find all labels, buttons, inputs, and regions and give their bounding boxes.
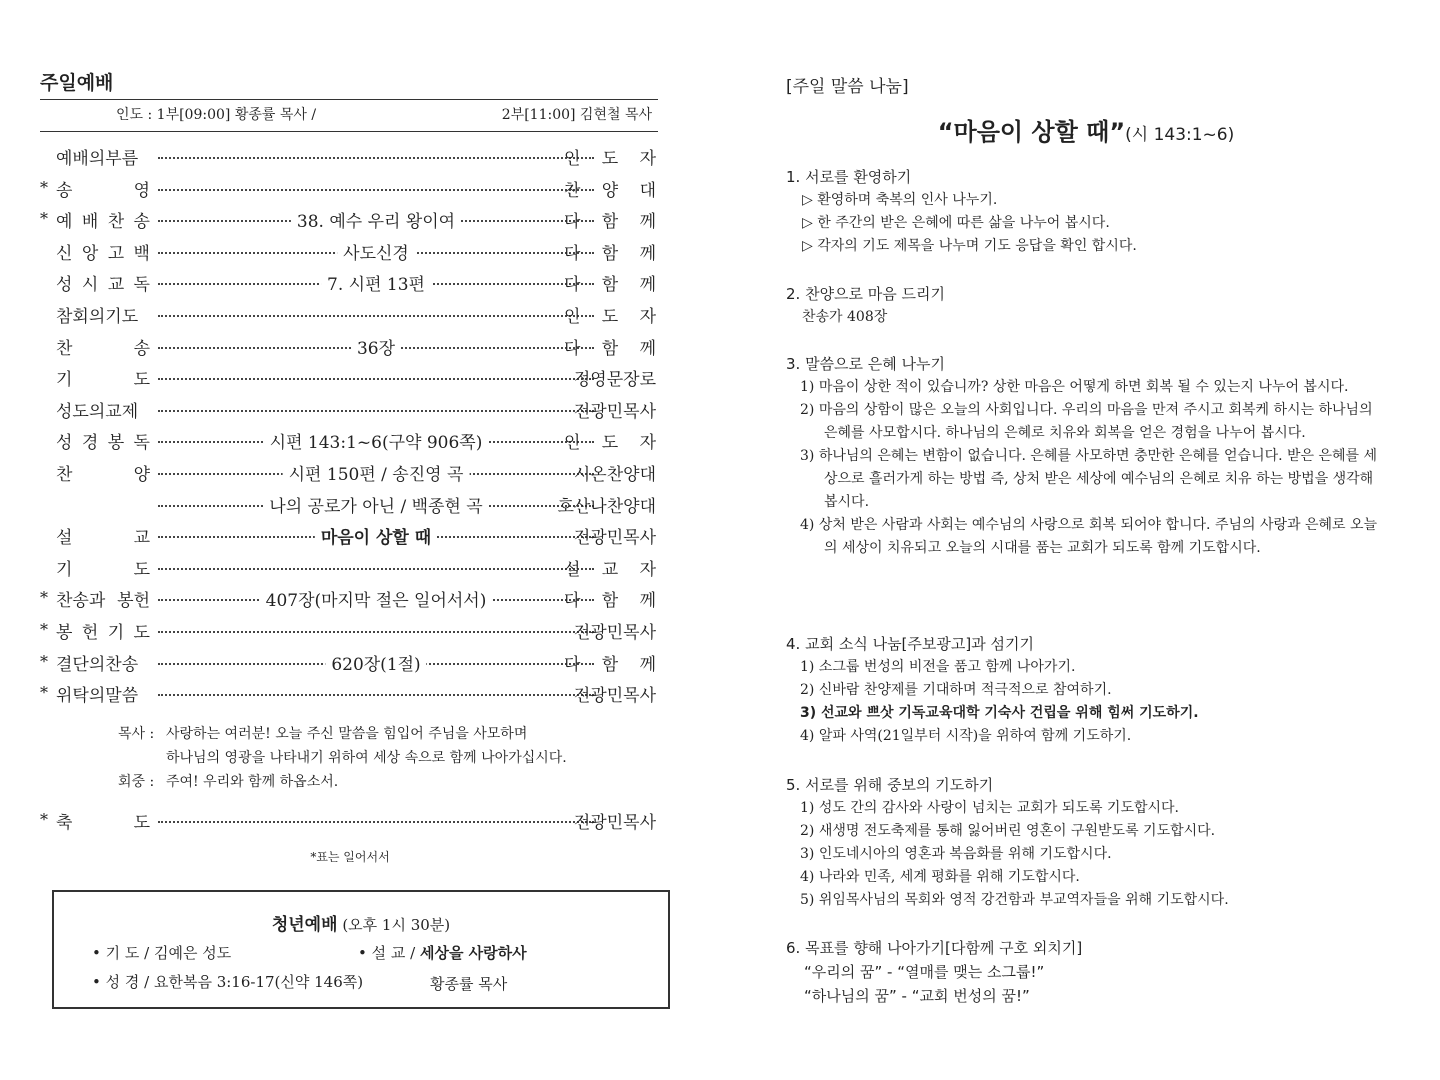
divider: [40, 99, 658, 100]
standing-mark: *: [40, 209, 48, 229]
section-item: 3) 하나님의 은혜는 변함이 없습니다. 은혜를 사모하면 충만한 은혜를 얻습니다. 받은 은혜를 세상으로 흘러가게 하는 방법 즉, 상처 받은 세상에 예수님의 은혜로 치유 하는 방법을 생각해 봅시다.: [800, 448, 1378, 510]
section-item: ▷ 한 주간의 받은 은혜에 따른 삶을 나누어 봅시다.: [802, 215, 1110, 231]
order-label: 신 앙 고 백: [56, 243, 150, 264]
youth-preacher: 황종률 목사: [430, 975, 508, 993]
section-item: 1) 마음이 상한 적이 있습니까? 상한 마음은 어떻게 하면 회복 될 수 있는지 나누어 봅시다.: [800, 379, 1349, 395]
youth-prayer: • 기 도 / 김예은 성도: [92, 944, 232, 962]
benediction-row: [40, 804, 660, 836]
leader-dots: [158, 618, 594, 642]
standing-mark: *: [40, 177, 48, 197]
order-label: 성 경 봉 독: [56, 433, 150, 454]
order-row: [40, 203, 660, 235]
order-row: [40, 172, 660, 204]
order-label: 성 시 교 독: [56, 275, 150, 296]
section-heading: 4. 교회 소식 나눔[주보광고]과 섬기기: [786, 635, 1034, 653]
order-content: 7. 시편 13편: [321, 270, 431, 295]
order-label: 성도의교제: [56, 401, 139, 422]
page-title: 주일예배: [40, 72, 114, 94]
section-item: 3) 선교와 쁘삿 기독교육대학 기숙사 건립을 위해 힘써 기도하기.: [800, 705, 1199, 721]
order-label: 송 영: [56, 180, 150, 201]
order-who: 전광민목사: [573, 813, 656, 833]
order-row: [40, 361, 660, 393]
leader-first-service: 인도 : 1부[09:00] 황종률 목사 /: [116, 107, 317, 123]
sharing-section: [786, 282, 1386, 329]
standing-mark: *: [40, 683, 48, 703]
section-item: 4) 알파 사역(21일부터 시작)을 위하여 함께 기도하기.: [800, 728, 1132, 744]
section-item: 4) 상처 받은 사람과 사회는 예수님의 사랑으로 회복 되어야 합니다. 주님의 사랑과 은혜로 오늘의 세상이 치유되고 오늘의 시대를 품는 교회가 되도록 함께 기도합시다.: [800, 517, 1378, 556]
leader-dots: [158, 302, 594, 326]
section-heading: 5. 서로를 위해 중보의 기도하기: [786, 776, 994, 794]
section-item: 3) 인도네시아의 영혼과 복음화를 위해 기도합시다.: [800, 846, 1112, 862]
leader-dots: [158, 650, 594, 674]
youth-sermon: • 설 교 / 세상을 사랑하사: [358, 944, 527, 962]
standing-mark: *: [40, 588, 48, 608]
order-who: 인 도 자: [564, 149, 656, 169]
sharing-section: [786, 773, 1386, 912]
section-item: “하나님의 꿈” - “교회 번성의 꿈!”: [804, 987, 1030, 1005]
order-label: 축 도: [56, 813, 150, 833]
youth-title: 청년예배 (오후 1시 30분): [271, 915, 451, 935]
leader-dots: [158, 176, 594, 200]
order-who: 전광민목사: [573, 686, 656, 707]
order-content: 38. 예수 우리 왕이여: [291, 207, 461, 232]
order-who: 시온찬양대: [573, 464, 656, 485]
order-who: 정영문장로: [573, 370, 656, 391]
order-who: 인 도 자: [564, 306, 656, 327]
order-row: [40, 140, 660, 172]
leader-dots: [158, 207, 594, 231]
youth-worship-box: [52, 890, 670, 1009]
order-label: 기 도: [56, 559, 150, 580]
order-content: 407장(마지막 절은 일어서서): [260, 586, 493, 611]
standing-mark: *: [40, 651, 48, 671]
order-who: 다 함 께: [564, 654, 656, 675]
leader-dots: [158, 681, 594, 705]
sermon-sharing-page: [786, 0, 1396, 1080]
section-item: 2) 신바람 찬양제를 기대하며 적극적으로 참여하기.: [800, 682, 1112, 698]
order-who: 호산나찬양대: [557, 496, 656, 517]
order-content: 36장: [351, 334, 401, 359]
section-heading: 2. 찬양으로 마음 드리기: [786, 285, 946, 303]
sharing-section: [786, 352, 1386, 560]
youth-scripture: • 성 경 / 요한복음 3:16-17(신약 146쪽): [92, 973, 364, 991]
section-item: 2) 마음의 상함이 많은 오늘의 사회입니다. 우리의 마음을 만져 주시고 회복케 하시는 하나님의 은혜를 사모합시다. 하나님의 은혜로 치유와 회복을 얻은 경험을 나누어 봅시다.: [800, 402, 1373, 441]
order-content: 사도신경: [337, 239, 415, 264]
order-label: 예배의부름: [56, 149, 139, 169]
order-row: [40, 424, 660, 456]
section-heading: 3. 말씀으로 은혜 나누기: [786, 355, 946, 373]
order-who: 다 함 께: [564, 243, 656, 264]
standing-footnote: *표는 일어서서: [310, 850, 390, 864]
order-who: 전광민목사: [573, 401, 656, 422]
order-who: 찬 양 대: [564, 180, 656, 201]
order-row: [40, 677, 660, 709]
section-item: “우리의 꿈” - “열매를 맺는 소그룹!”: [804, 963, 1045, 981]
section-item: 1) 성도 간의 감사와 사랑이 넘치는 교회가 되도록 기도합시다.: [800, 800, 1179, 816]
order-row: [40, 235, 660, 267]
sharing-section: [786, 165, 1386, 258]
worship-order-list: [40, 140, 660, 709]
worship-order-page: [40, 0, 660, 1080]
order-row: [40, 519, 660, 551]
pastor-line: 사랑하는 여러분! 오늘 주신 말씀을 힘입어 주님을 사모하며: [166, 726, 528, 742]
order-label: 위탁의말씀: [56, 686, 139, 707]
leader-dots: [158, 428, 594, 452]
leader-dots: [158, 555, 594, 579]
order-label: 예 배 찬 송: [56, 212, 150, 233]
order-content: 시편 143:1~6(구약 906쪽): [264, 428, 489, 453]
section-item: 4) 나라와 민족, 세계 평화를 위해 기도합시다.: [800, 869, 1080, 885]
pastor-prefix: 목사 :: [118, 726, 155, 742]
leader-dots: [158, 239, 594, 263]
section-heading: 6. 목표를 향해 나아가기[다함께 구호 외치기]: [786, 939, 1083, 957]
order-who: 설 교 자: [564, 559, 656, 580]
responsive-reading: [118, 722, 678, 794]
people-prefix: 회중 :: [118, 774, 155, 790]
section-item: 5) 위임목사님의 목회와 영적 강건함과 부교역자들을 위해 기도합시다.: [800, 892, 1229, 908]
order-who: 전광민목사: [573, 622, 656, 643]
sermon-title: “마음이 상할 때”(시 143:1~6): [937, 118, 1235, 146]
order-content: 마음이 상할 때: [315, 523, 437, 548]
order-row: [40, 330, 660, 362]
leader-dots: [158, 492, 594, 516]
order-row: [40, 393, 660, 425]
section-item: ▷ 각자의 기도 제목을 나누며 기도 응답을 확인 합시다.: [802, 238, 1137, 254]
order-row: [40, 266, 660, 298]
section-category: [주일 말씀 나눔]: [786, 77, 909, 97]
divider: [40, 131, 658, 132]
order-row: [40, 298, 660, 330]
section-item: ▷ 환영하며 축복의 인사 나누기.: [802, 192, 998, 208]
leader-dots: [158, 460, 594, 484]
order-label: 찬송과 봉헌: [56, 591, 150, 612]
order-content: 시편 150편 / 송진영 곡: [283, 460, 470, 485]
order-content: 620장(1절): [325, 650, 426, 675]
order-label: 설 교: [56, 528, 150, 549]
standing-mark: *: [40, 619, 48, 639]
order-row: [40, 488, 660, 520]
order-row: [40, 582, 660, 614]
order-who: 다 함 께: [564, 212, 656, 233]
order-label: 봉 헌 기 도: [56, 622, 150, 643]
leader-dots: [158, 365, 594, 389]
pastor-line: 하나님의 영광을 나타내기 위하여 세상 속으로 함께 나아가십시다.: [166, 750, 567, 766]
leader-dots: [158, 523, 594, 547]
section-heading: 1. 서로를 환영하기: [786, 168, 912, 186]
order-content: 나의 공로가 아닌 / 백종현 곡: [263, 492, 488, 517]
order-who: 다 함 께: [564, 275, 656, 296]
section-item: 2) 새생명 전도축제를 통해 잃어버린 영혼이 구원받도록 기도합시다.: [800, 823, 1216, 839]
order-who: 전광민목사: [573, 528, 656, 549]
order-label: 찬 송: [56, 338, 150, 359]
order-row: [40, 456, 660, 488]
leader-second-service: 2부[11:00] 김현철 목사: [501, 107, 652, 123]
leader-dots: [158, 270, 594, 294]
order-label: 찬 양: [56, 464, 150, 485]
order-row: [40, 614, 660, 646]
order-row: [40, 646, 660, 678]
section-item: 1) 소그룹 번성의 비전을 품고 함께 나아가기.: [800, 659, 1076, 675]
sharing-section: [786, 936, 1386, 1008]
leader-dots: [158, 144, 594, 168]
leader-dots: [158, 397, 594, 421]
section-item: 찬송가 408장: [802, 309, 888, 325]
order-row: [40, 551, 660, 583]
leader-dots: [158, 586, 594, 610]
standing-mark: *: [40, 810, 48, 829]
order-who: 다 함 께: [564, 591, 656, 612]
leader-dots: [158, 808, 594, 832]
leader-dots: [158, 334, 594, 358]
order-label: 결단의찬송: [56, 654, 139, 675]
people-line: 주여! 우리와 함께 하옵소서.: [166, 774, 339, 790]
sharing-section: [786, 632, 1386, 748]
order-who: 다 함 께: [564, 338, 656, 359]
order-who: 인 도 자: [564, 433, 656, 454]
order-label: 참회의기도: [56, 306, 139, 327]
order-label: 기 도: [56, 370, 150, 391]
